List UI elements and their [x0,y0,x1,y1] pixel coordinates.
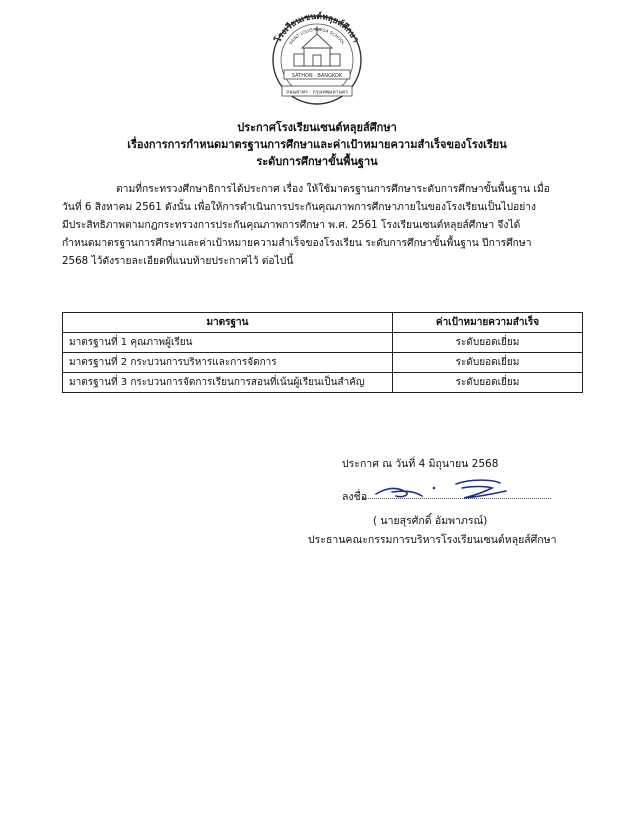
target-cell: ระดับยอดเยี่ยม [393,333,583,353]
header-standard: มาตรฐาน [63,313,393,333]
school-seal-logo [262,10,372,108]
body-line-1: ตามที่กระทรวงศึกษาธิการได้ประกาศ เรื่อง ให้ใช้มาตรฐานการศึกษาระดับการศึกษาขั้นพื้นฐาน เมื่อ [116,183,550,195]
standards-table [62,312,583,393]
heading-line-3: ระดับการศึกษาขั้นพื้นฐาน [256,155,378,168]
header-target: ค่าเป้าหมายความสำเร็จ [393,313,583,333]
signer-name: ( นายสุรศักดิ์ อัมพาภรณ์) [373,515,488,527]
target-cell: ระดับยอดเยี่ยม [393,353,583,373]
table-row [63,333,583,353]
body-paragraph [62,180,577,270]
body-line-2: วันที่ 6 สิงหาคม 2561 ดังนั้น เพื่อให้การดำเนินการประกันคุณภาพการศึกษาภายในของโรงเรียนเป็นไปอย่าง [62,201,537,213]
table-row [63,353,583,373]
seal-latin-text: SAINT LOUIS SUKSA SCHOOL [287,26,347,46]
announce-date: ประกาศ ณ วันที่ 4 มิถุนายน 2568 [342,458,499,470]
table-row [63,373,583,393]
signer-position: ประธานคณะกรรมการบริหารโรงเรียนเซนต์หลุยส์ศึกษา [308,534,557,546]
seal-bottom-text: ถนนสาทร · กรุงเทพมหานคร [286,89,348,96]
heading-line-1: ประกาศโรงเรียนเซนต์หลุยส์ศึกษา [237,121,397,134]
body-line-4: กำหนดมาตรฐานการศึกษาและค่าเป้าหมายความสำเร็จของโรงเรียน ระดับการศึกษาขั้นพื้นฐาน ปีการศึกษา [62,237,532,249]
standard-cell: มาตรฐานที่ 3 กระบวนการจัดการเรียนการสอนที่เน้นผู้เรียนเป็นสำคัญ [63,373,393,393]
heading-line-2: เรื่องการการกำหนดมาตรฐานการศึกษาและค่าเป้าหมายความสำเร็จของโรงเรียน [127,138,507,151]
body-line-5: 2568 ไว้ดังรายละเอียดที่แนบท้ายประกาศไว้ ต่อไปนี้ [62,255,294,267]
seal-band-text: SATHON · BANGKOK [291,72,343,79]
sign-label: ลงชื่อ [342,491,367,503]
handwritten-signature [372,474,522,504]
body-line-3: มีประสิทธิภาพตามกฎกระทรวงการประกันคุณภาพการศึกษา พ.ศ. 2561 โรงเรียนเซนต์หลุยส์ศึกษา จึงได้ [62,219,521,231]
seal-top-text: โรงเรียนเซนต์หลุยส์ศึกษา [273,11,361,45]
standard-cell: มาตรฐานที่ 1 คุณภาพผู้เรียน [63,333,393,353]
table-header-row [63,313,583,333]
standard-cell: มาตรฐานที่ 2 กระบวนการบริหารและการจัดการ [63,353,393,373]
target-cell: ระดับยอดเยี่ยม [393,373,583,393]
